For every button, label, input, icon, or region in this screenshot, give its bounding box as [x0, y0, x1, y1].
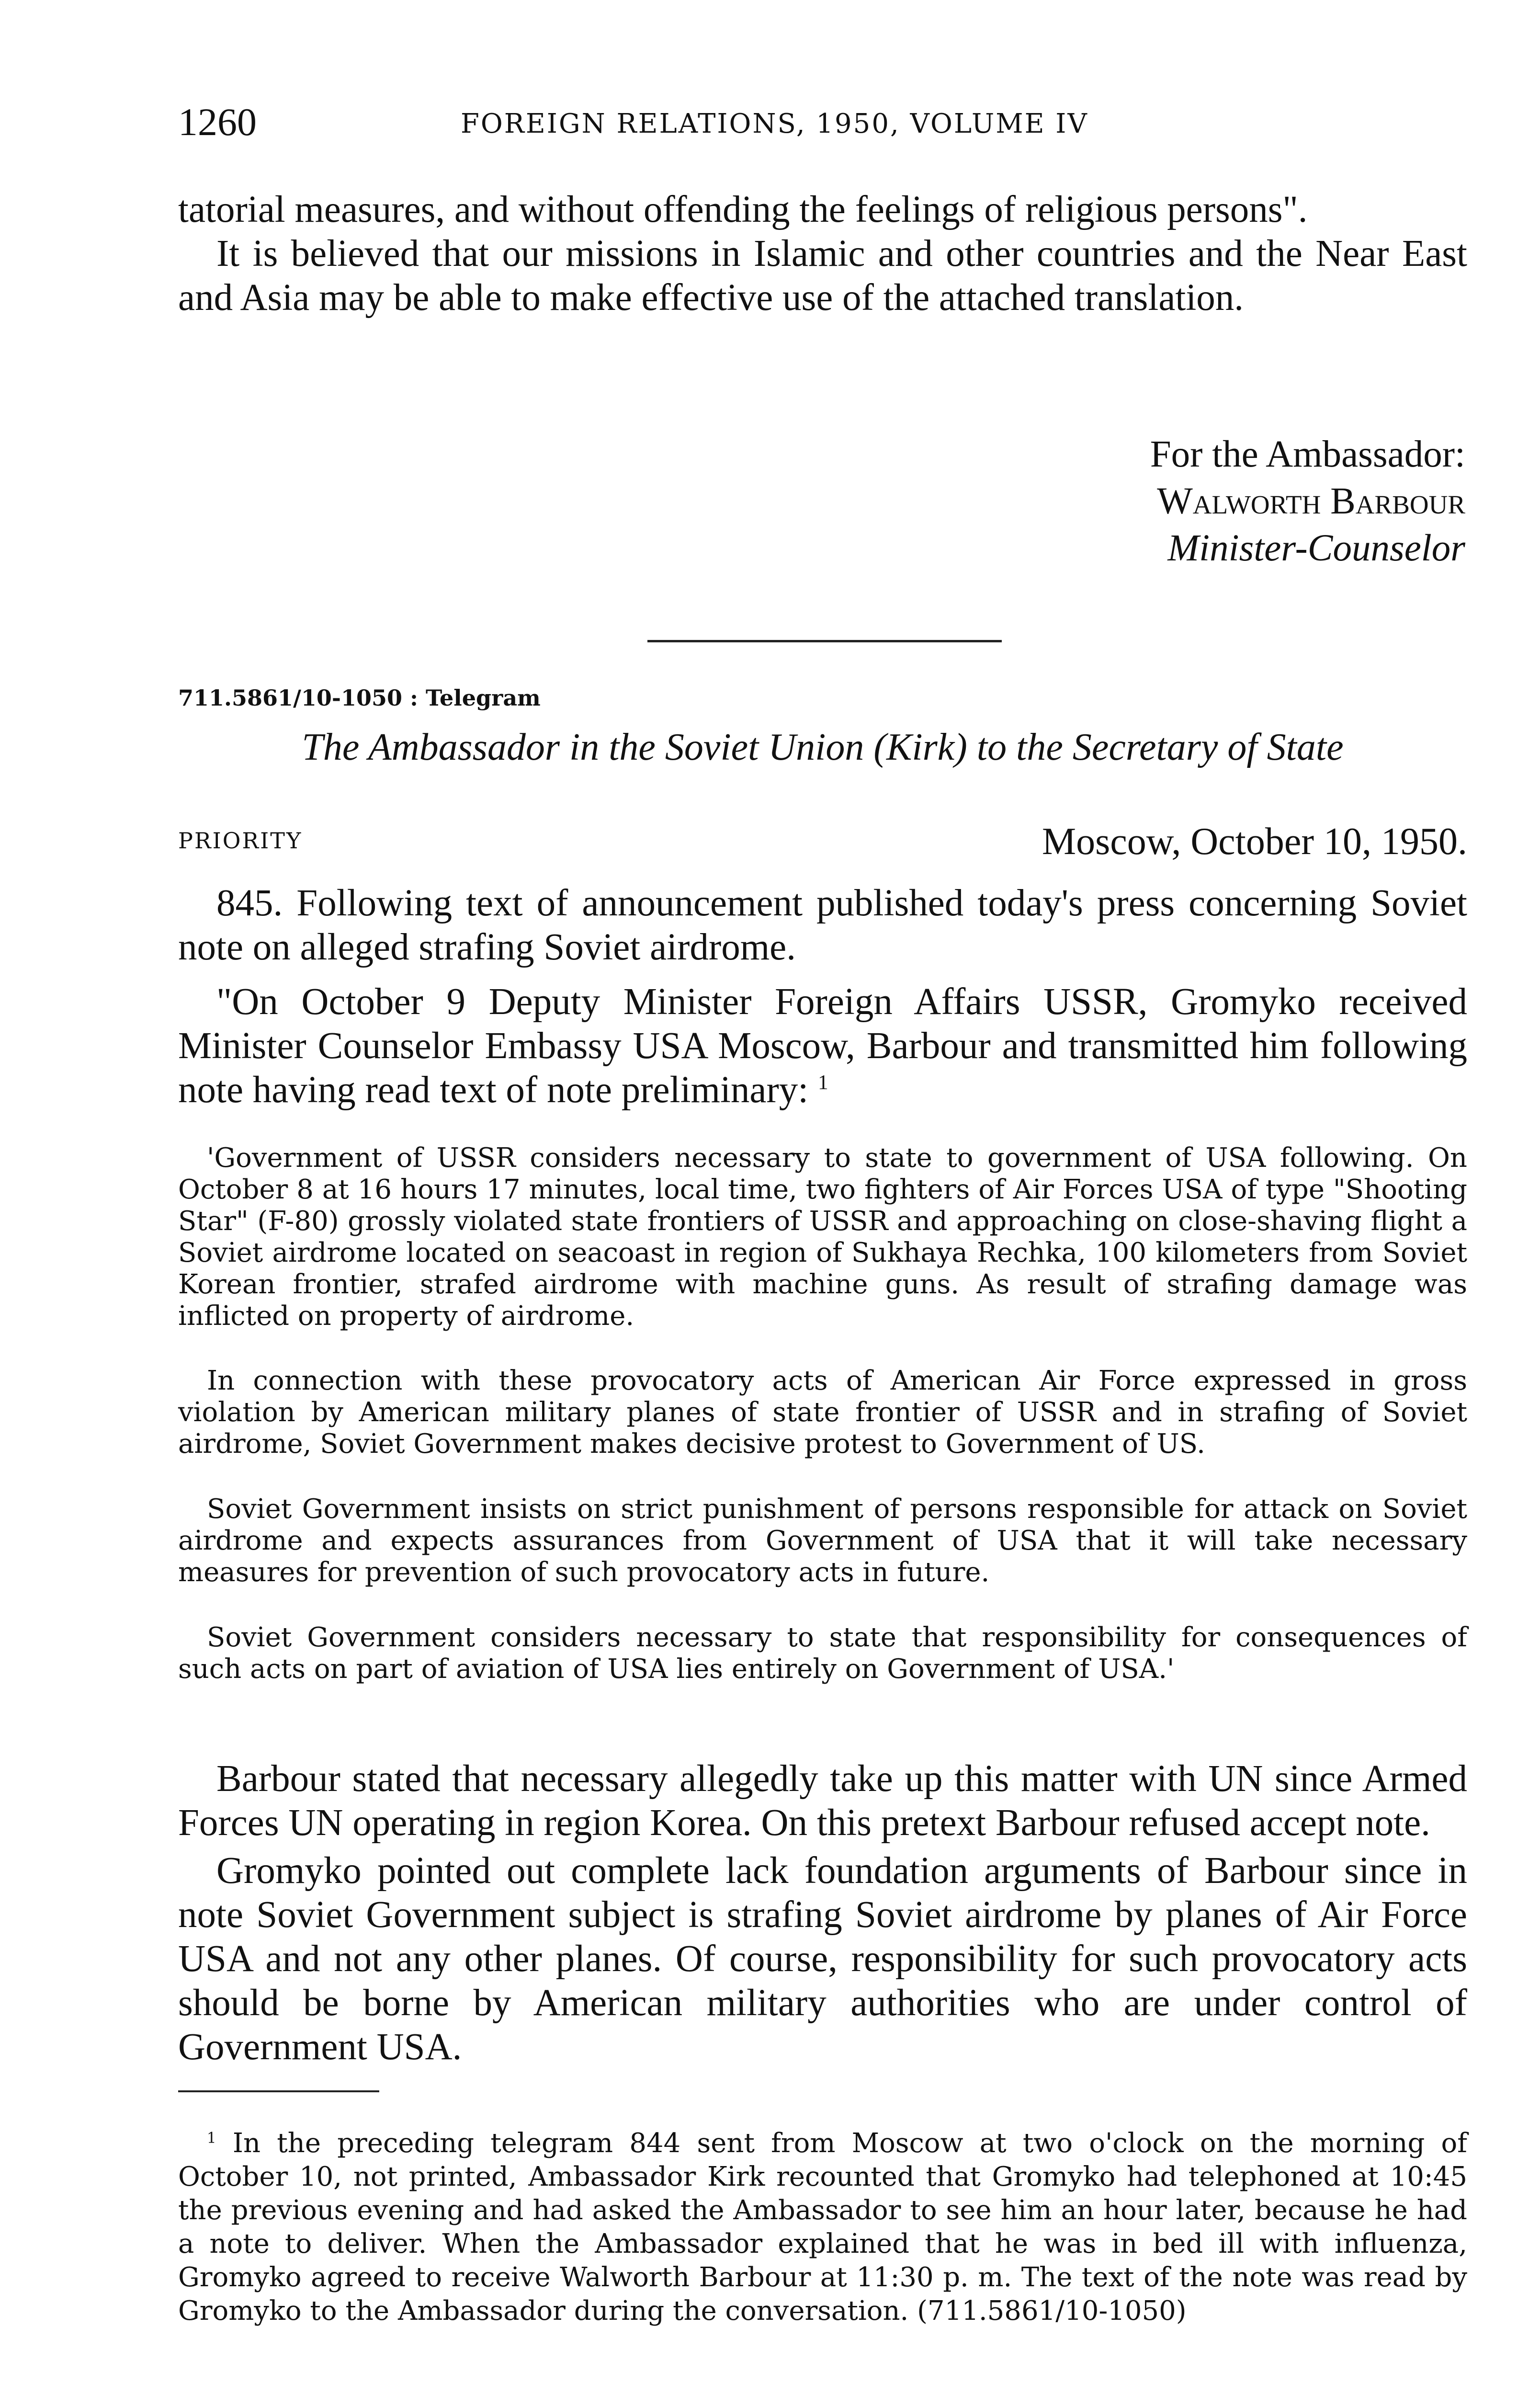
paragraph-gromyko-text: "On October 9 Deputy Minister Foreign Affairs USSR, Gromyko received Minister Counselor Embassy USA Moscow, Barbour and transmitted him following note having read text of note preliminary:	[178, 981, 1467, 1111]
footnote-marker: 1	[207, 2129, 216, 2147]
signature-title: Minister-Counselor	[1167, 527, 1465, 569]
closing-paragraph-1: Barbour stated that necessary allegedly take up this matter with UN since Armed Forces UN operating in region Korea. On this pretext Barbour refused accept note.	[178, 1758, 1467, 1844]
page-number: 1260	[178, 100, 257, 144]
paragraph-gromyko-received	[178, 980, 1467, 1112]
footnote-text: In the preceding telegram 844 sent from Moscow at two o'clock on the morning of October 10, not printed, Ambassador Kirk recounted that Gromyko had telephoned at 10:45 the previous evening and had asked the Ambassador to see him an hour later, because he had a note to deliver. When the Ambassador explained that he was in bed ill with influenza, Gromyko agreed to receive Walworth Barbour at 11:30 p. m. The text of the note was read by Gromyko to the Ambassador during the conversation. (711.5861/10-1050)	[178, 2128, 1467, 2327]
intro-paragraph-2: It is believed that our missions in Islamic and other countries and the Near East and Asia may be able to make effective use of the attached translation.	[178, 233, 1467, 319]
closing-section	[178, 1757, 1467, 2069]
note-paragraph-1: 'Government of USSR considers necessary to state to government of USA following. On October 8 at 16 hours 17 minutes, local time, two fighters of Air Forces USA of type "Shooting Star" (F-80) grossly violated state frontiers of USSR and approaching on close-shaving flight a Soviet airdrome located on seacoast in region of Sukhaya Rechka, 100 kilometers from Soviet Korean frontier, strafed airdrome with machine guns. As result of strafing damage was inflicted on property of airdrome.	[178, 1142, 1467, 1332]
file-number: 711.5861/10-1050 : Telegram	[178, 685, 541, 711]
running-head: FOREIGN RELATIONS, 1950, VOLUME IV	[461, 108, 1088, 139]
paragraph-845: 845. Following text of announcement published today's press concerning Soviet note on alleged strafing Soviet airdrome.	[178, 882, 1467, 968]
note-paragraph-4: Soviet Government considers necessary to state that responsibility for consequences of such acts on part of aviation of USA lies entirely on Government of USA.'	[178, 1622, 1467, 1685]
intro-section	[178, 188, 1467, 320]
closing-paragraph-2: Gromyko pointed out complete lack foundation arguments of Barbour since in note Soviet Government subject is strafing Soviet airdrome by planes of Air Force USA and not any other planes. Of course, responsibility for such provocatory acts should be borne by American military authorities who are under control of Government USA.	[178, 1850, 1467, 2068]
telegram-opening	[178, 881, 1467, 1112]
dateline: Moscow, October 10, 1950.	[1042, 821, 1467, 863]
signature-block	[1044, 431, 1465, 572]
page-header	[178, 100, 1467, 152]
signature-for-line: For the Ambassador:	[1150, 433, 1465, 475]
document-title: The Ambassador in the Soviet Union (Kirk) to the Secretary of State	[302, 726, 1344, 768]
footnote-rule	[178, 2090, 379, 2092]
signature-name: Walworth Barbour	[1157, 480, 1465, 522]
footnote	[178, 2127, 1467, 2328]
footnote-reference: 1	[817, 1071, 828, 1094]
section-divider	[647, 640, 1002, 642]
intro-paragraph-1: tatorial measures, and without offending the feelings of religious persons".	[178, 189, 1308, 230]
priority-label: PRIORITY	[178, 828, 303, 854]
note-paragraph-3: Soviet Government insists on strict punishment of persons responsible for attack on Soviet airdrome and expects assurances from Government of USA that it will take necessary measures for prevention of such provocatory acts in future.	[178, 1494, 1467, 1588]
note-paragraph-2: In connection with these provocatory acts of American Air Force expressed in gross violation by American military planes of state frontier of USSR and in strafing of Soviet airdrome, Soviet Government makes decisive protest to Government of US.	[178, 1365, 1467, 1460]
